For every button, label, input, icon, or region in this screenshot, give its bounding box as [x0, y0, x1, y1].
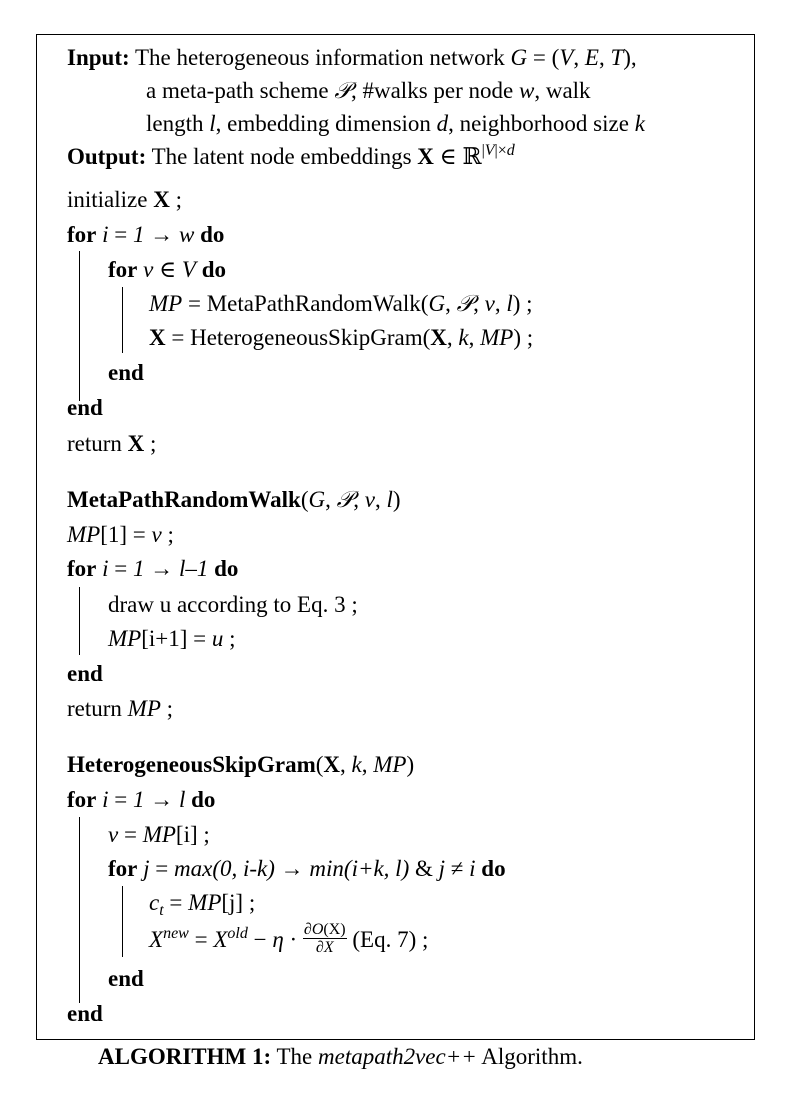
input-text-6: , embedding dimension [215, 111, 431, 136]
line-return-mp: return MP ; [67, 696, 174, 721]
input-text-1: The heterogeneous information network [135, 45, 505, 70]
input-text-4: , walk [534, 78, 591, 103]
input-line-1 [67, 43, 637, 73]
line-for-context: for j = max(0, i-k) → min(i+k, l) & j ≠ i do [108, 856, 506, 881]
input-label: Input: [67, 45, 130, 70]
line-mp-next: MP[i+1] = u ; [108, 626, 236, 651]
fn-random-walk-header: MetaPathRandomWalk(G, 𝒫, v, l) [67, 487, 401, 512]
line-draw-u: draw u according to Eq. 3 ; [108, 592, 358, 617]
input-text-5: length [146, 111, 204, 136]
line-v-assign: v = MP[i] ; [108, 822, 210, 847]
line-end-inner: end [108, 360, 144, 385]
line-end-outer: end [67, 395, 103, 420]
line-ct-assign: $c_t = MP[j]$ ; [149, 890, 256, 919]
line-mp-assign: MP = MetaPathRandomWalk(G, 𝒫, v, l) ; [149, 291, 533, 316]
line-end-skip-outer: end [67, 1001, 103, 1026]
caption-text-after: Algorithm. [481, 1044, 583, 1069]
line-initialize: initialize X ; [67, 187, 182, 212]
caption-name: metapath2vec++ [318, 1044, 477, 1069]
line-x-assign: X = HeterogeneousSkipGram(X, k, MP) ; [149, 325, 534, 350]
line-end-skip-inner: end [108, 966, 144, 991]
input-text-2: a meta-path scheme [146, 78, 329, 103]
caption-text-before: The [276, 1044, 313, 1069]
line-for-walk-length: for i = 1 → l–1 do [67, 556, 239, 581]
output-line: Output: The latent node embeddings X ∈ ℝ$^{|V|\times d}$ [67, 142, 515, 169]
block-bar-skip-inner [122, 886, 123, 957]
output-text: The latent node embeddings [151, 144, 412, 169]
gradient-fraction: $\frac{\partial O(X)}{\partial X}$ [303, 921, 346, 956]
input-text-7: , neighborhood size [448, 111, 629, 136]
input-text-3: , #walks per node [350, 78, 514, 103]
block-bar-skip-outer [79, 817, 80, 1003]
line-for-walks: for i = 1 → w do [67, 222, 225, 247]
algorithm-box [36, 34, 755, 1040]
line-return-x: return X ; [67, 431, 157, 456]
block-bar-inner [122, 287, 123, 353]
algorithm-caption [98, 1042, 583, 1072]
block-bar-outer [79, 251, 80, 401]
line-for-path: for i = 1 → l do [67, 787, 216, 812]
caption-label: ALGORITHM 1: [98, 1044, 272, 1069]
line-update-rule: $X^{new} = X^{old} - \eta$ · $\frac{\partial O(X)}{\partial X}$ (Eq. 7) ; [149, 921, 429, 956]
line-end-walk: end [67, 661, 103, 686]
block-bar-walk [79, 587, 80, 655]
output-label: Output: [67, 144, 147, 169]
line-mp1: MP[1] = v ; [67, 522, 174, 547]
input-math-g: G = (V, E, T), [510, 45, 637, 70]
input-line-3: length l, embedding dimension d, neighborhood size k [146, 111, 645, 136]
fn-skip-gram-header: HeterogeneousSkipGram(X, k, MP) [67, 752, 415, 777]
line-for-nodes: for v ∈ V do [108, 257, 226, 282]
input-line-2: a meta-path scheme 𝒫, #walks per node w, walk [146, 78, 591, 103]
